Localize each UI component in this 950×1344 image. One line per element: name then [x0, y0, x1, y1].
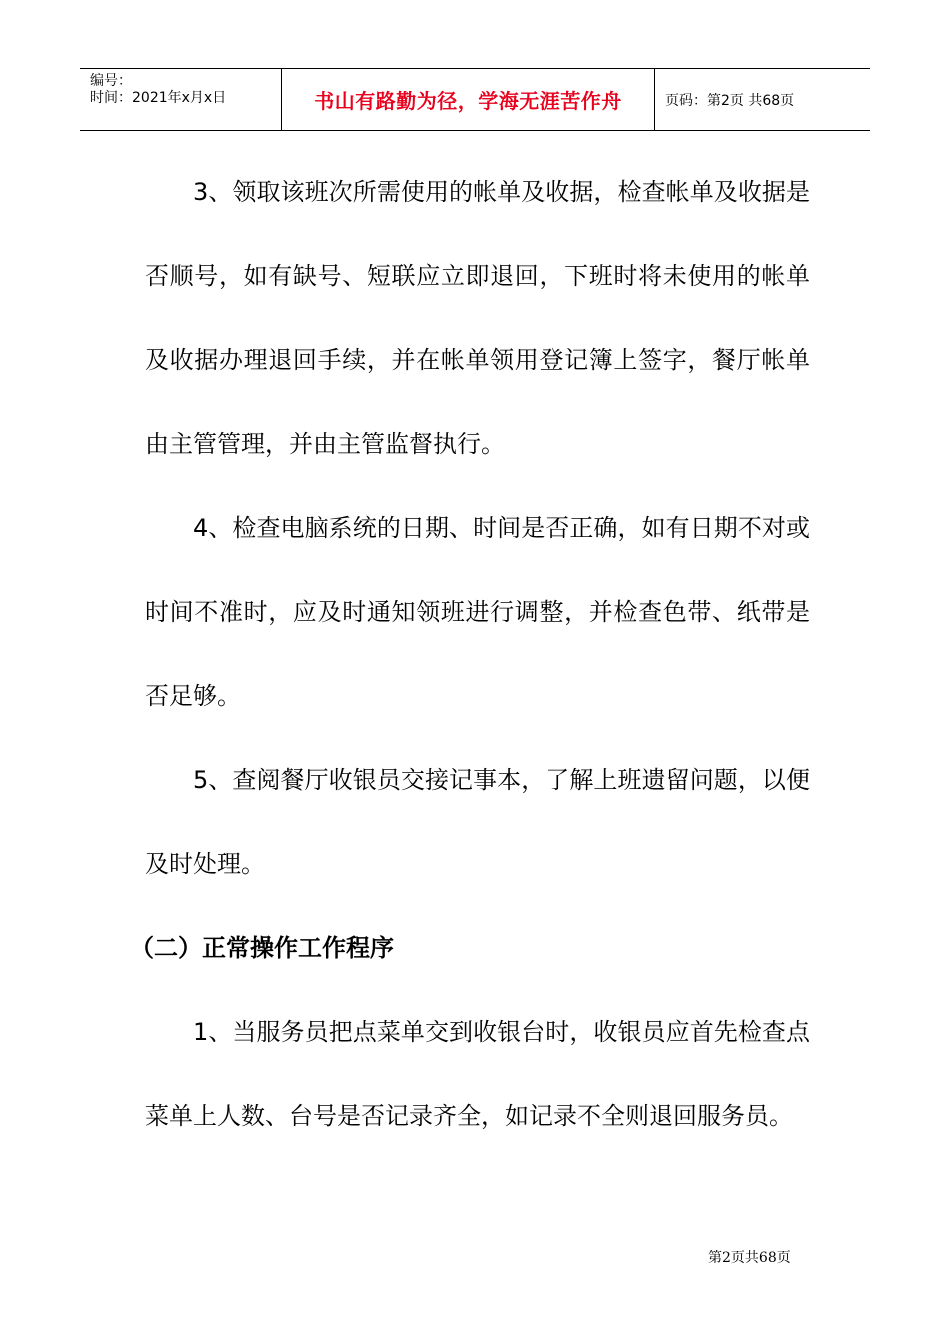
header-page-cell [655, 69, 870, 130]
page-footer: 第2页共68页 [708, 1250, 791, 1266]
paragraph-item-3: 3、领取该班次所需使用的帐单及收据，检查帐单及收据是否顺号，如有缺号、短联应立即退回，下班时将未使用的帐单及收据办理退回手续，并在帐单领用登记簿上签字，餐厅帐单由主管管理，并由主管监督执行。 [145, 178, 810, 458]
paragraph-item-4: 4、检查电脑系统的日期、时间是否正确，如有日期不对或时间不准时，应及时通知领班进行调整，并检查色带、纸带是否足够。 [145, 514, 810, 710]
paragraph-item-5: 5、查阅餐厅收银员交接记事本，了解上班遗留问题，以便及时处理。 [145, 766, 810, 878]
paragraph-procedure-1: 1、当服务员把点菜单交到收银台时，收银员应首先检查点菜单上人数、台号是否记录齐全，如记录不全则退回服务员。 [145, 1018, 810, 1130]
header-page-number: 页码：第2页 共68页 [665, 92, 795, 109]
section-heading: （二）正常操作工作程序 [130, 934, 394, 962]
document-number-label: 编号： [90, 73, 132, 89]
header-motto-cell [282, 69, 655, 130]
header-motto: 书山有路勤为径，学海无涯苦作舟 [314, 89, 622, 113]
document-time-label: 时间：2021年x月x日 [90, 90, 227, 106]
header-meta-cell [80, 69, 282, 130]
page-header [80, 68, 870, 131]
document-body [130, 150, 810, 1158]
